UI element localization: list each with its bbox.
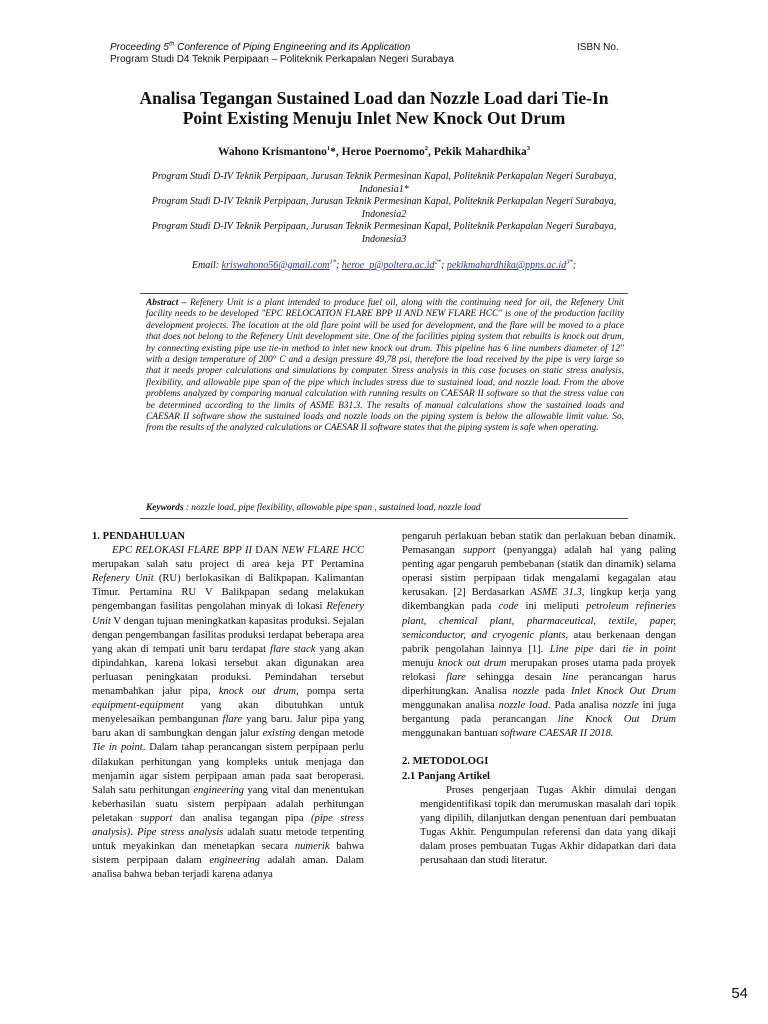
text-run: pengaruh perlakuan beban statik dan perlakuan beban dinamik. Pemasangan <box>402 531 676 557</box>
text-run: bahwa sistem perpipaan dalam <box>92 841 364 867</box>
text-run: adalah aman. Dalam analisa bahwa beban terjadi karena adanya <box>92 855 365 881</box>
text-run: adalah suatu metode terpenting untuk meyakinkan dan menetapkan secara <box>92 826 365 853</box>
text-run: existing <box>262 728 296 740</box>
text-run: numerik <box>294 841 330 853</box>
affiliations <box>100 171 668 246</box>
method-paragraph: Proses pengerjaan Tugas Akhir dimulai dengan mengidentifikasi topik dan merumuskan masalah dari topik yang dipilih, dilanjutkan dengan penentuan dari pembuatan Tugas Akhir. Pengumpulan referensi dan data yang dikaji dalam proses pembuatan Tugas Akhir didapatkan dari data perusahaan dan studi literatur. <box>420 784 676 867</box>
text-run: code <box>498 601 519 613</box>
keywords-text: : nozzle load, pipe flexibility, allowable pipe span , sustained load, nozzle load <box>183 503 481 513</box>
abstract-top-rule <box>140 293 628 294</box>
text-run: ASME 31.3 <box>530 587 582 599</box>
isbn-label: ISBN No. <box>577 42 619 53</box>
text-run: flare stack <box>270 643 316 655</box>
author-list <box>60 146 688 158</box>
text-run: pada <box>539 686 571 698</box>
text-run: merupakan proses utama pada proyek relokasi <box>402 657 676 683</box>
text-run: yang akan dipindahkan, karena lokasi tersebut akan digunakan area perluasan peningkatan produksi. Pemindahan tersebut menambahkan jalur pipa, <box>92 643 365 698</box>
section-heading-1: 1. PENDAHULUAN <box>92 531 185 542</box>
text-run: Refenery Unit <box>92 601 364 627</box>
email-sep: ; <box>335 260 342 271</box>
text-run: ini juga bergantung pada perancangan <box>402 700 676 726</box>
text-run: sehingga desain <box>465 671 563 683</box>
paper-title-line-2: Point Existing Menuju Inlet New Knock Out Drum <box>182 108 566 128</box>
author-1: Wahono Krismantono <box>217 146 327 158</box>
email-end: ; <box>572 260 577 271</box>
text-run: tie in point <box>622 643 677 655</box>
email-link-2[interactable]: heroe_p@poltera.ac.id <box>341 260 435 271</box>
text-run: ini meliputi <box>518 601 587 613</box>
text-run: engineering <box>209 855 260 867</box>
abstract-text: Refenery Unit is a plant intended to produce fuel oil, along with the continuing need for oil, the Refenery Unit facility needs to be developed "EPC RELOCATION FLARE BPP II AND NEW FLARE HCC" is one of the production facility development projects. The location at the old flare point will be used for development, and the flare will be moved to a place that does not belong to the Refenery Unit development site. One of the facilities piping system that rebuilts is knock out drum, by connecting existing pipe use tie-in method to inlet new knock out drum. This pipeline has 6 line numbers diameter of 12" with a design temperature of 200° C and a design pressure 49,78 psi, therefore the load received by the pipe is very large so that it needs proper calculations and simulations by computer. Stress analysis in this case focuses on static stress analysis, flexibility, and allowable pipe span of the pipe which includes stress due to sustained load, and nozzle load. From the above problems analyzed by comparing manual calculation with running results on CAESAR II software so that the stress value can be determined according to the limits of ASME B31.3. The results of manual calculations show the sustained loads and CAESAR II software show the sustained loads and nozzle loads on the piping system is below the allowable limit value. So, from the results of the analyzed calculations or CAESAR II software states that the piping system is safe when operating. <box>146 298 624 434</box>
text-run: support <box>462 545 496 557</box>
text-run: yang akan dibutuhkan untuk menyelesaikan pembangunan <box>92 700 364 726</box>
text-run: software CAESAR II 2018. <box>500 728 614 740</box>
email-link-3[interactable]: pekikmahardhika@ppns.ac.id <box>446 260 567 271</box>
abstract-label: Abstract – <box>146 298 187 308</box>
author-2-sup: 2 <box>424 145 429 153</box>
text-run: nozzle load <box>498 700 548 712</box>
page-number: 54 <box>731 985 748 1002</box>
text-run: dan analisa tegangan pipa <box>172 812 311 824</box>
affiliation-line: Indonesia3 <box>361 233 407 245</box>
affiliation-line: Indonesia1* <box>359 183 409 195</box>
left-column <box>92 530 364 882</box>
text-run: Refenery Unit <box>92 573 154 585</box>
author-3: Pekik Mahardhika <box>433 146 527 158</box>
text-run: engineering <box>193 784 244 796</box>
email-2-sup: 2* <box>434 258 441 266</box>
text-run: perancangan harus diperhitungkan. Analisa <box>402 671 677 698</box>
text-run: EPC RELOKASI FLARE BPP II <box>112 545 253 557</box>
keywords-label: Keywords <box>146 503 184 513</box>
email-1-sup: 1* <box>329 258 336 266</box>
email-line <box>100 260 668 271</box>
affiliation-line: Program Studi D-IV Teknik Perpipaan, Jurusan Teknik Permesinan Kapal, Politeknik Perkapalan Negeri Surabaya, <box>151 221 617 232</box>
abstract <box>146 298 624 435</box>
email-link-1[interactable]: kriswahono56@gmail.com <box>221 260 330 271</box>
text-run: merupakan salah satu project di area keja PT Pertamina <box>92 559 364 571</box>
text-run: line <box>562 671 579 683</box>
email-sep: ; <box>441 260 447 271</box>
text-run: . Pada analisa <box>547 700 613 712</box>
proceeding-suffix: Conference of Piping Engineering and its Application <box>174 42 411 53</box>
text-run: . Dalam tahap perancangan sistem perpipaan perlu dilakukan perhitungan yang kompleks untuk menjaga dan menjamin agar sistem perpipaan aman pada saat beroperasi. Salah satu perhitungan <box>92 742 364 796</box>
affiliation-line: Indonesia2 <box>361 208 407 220</box>
keywords-bottom-rule <box>140 518 628 519</box>
text-run: Line pipe <box>549 643 594 655</box>
text-run: line Knock Out Drum <box>557 714 676 726</box>
section-heading-2: 2. METODOLOGI <box>402 756 489 768</box>
proceeding-sup: th <box>168 40 175 48</box>
intro-paragraph <box>92 544 364 882</box>
text-run: yang baru. Jalur pipa yang baru akan di sambungkan dengan jalur <box>92 714 365 740</box>
text-run: support <box>140 812 173 824</box>
author-1-mark: *, <box>330 146 342 158</box>
subsection-heading-2-1: 2.1 Panjang Artikel <box>402 770 490 782</box>
right-paragraph <box>402 530 676 741</box>
text-run: nozzle <box>612 700 639 712</box>
text-run: (penyangga) adalah hal yang paling penting agar pengaruh pembebanan (statik dan dinamik) selama operasi sistim perpipaan tidak mengalami kegagalan atau kerusakan. [2] Berdasarkan <box>402 545 676 599</box>
proceeding-prefix: Proceeding 5 <box>110 42 169 53</box>
text-run: knock out drum <box>218 686 296 698</box>
text-run: , atau berkenaan dengan pabrik pengolahan lainnya [1]. <box>402 629 676 655</box>
text-run: yang vital dan menentukan keberhasilan suatu sistem perpipaan adalah perhitungan peletakan <box>92 784 364 824</box>
text-run: menggunakan analisa <box>402 700 499 712</box>
author-1-sup: 1 <box>326 145 331 153</box>
text-run: Tie in point <box>92 742 143 754</box>
text-run: V dengan tujuan meningkatkan kapasitas produksi. Sejalan dengan pengembangan fasilitas produksi terdapat beberapa area yang akan di tempati unit baru terdapat <box>92 615 364 655</box>
text-run: (RU) berlokasikan di Balikpapan. Kalimantan Timur. Pertamina RU V Balikpapan sedang melakukan pengembangan fasilitas pengolahan minyak di lokasi <box>92 573 364 613</box>
text-run: Inlet Knock Out Drum <box>570 686 677 698</box>
author-sep: , <box>428 146 434 158</box>
text-run: DAN <box>252 545 282 557</box>
text-run: (pipe stress analysis) <box>92 812 364 838</box>
text-run: dengan metode <box>295 728 364 740</box>
text-run: Pipe stress analysis <box>137 826 224 838</box>
text-run: equipment-equipment <box>92 700 184 712</box>
author-2: Heroe Poernomo <box>341 146 425 158</box>
right-column <box>402 530 676 868</box>
email-label: Email: <box>191 260 222 271</box>
affiliation-line: Program Studi D-IV Teknik Perpipaan, Jurusan Teknik Permesinan Kapal, Politeknik Perkapalan Negeri Surabaya, <box>151 196 617 207</box>
keywords <box>146 503 624 513</box>
text-run: knock out drum <box>437 657 507 669</box>
text-run: menggunakan bantuan <box>402 728 501 740</box>
text-run: , lingkup kerja yang dikembangkan pada <box>402 587 676 613</box>
text-run: flare <box>222 714 243 726</box>
text-run: flare <box>446 671 466 683</box>
affiliation-line: Program Studi D-IV Teknik Perpipaan, Jurusan Teknik Permesinan Kapal, Politeknik Perkapalan Negeri Surabaya, <box>151 171 617 182</box>
text-run: menuju <box>402 657 438 669</box>
paper-title-line-1: Analisa Tegangan Sustained Load dan Nozzle Load dari Tie-In <box>139 88 609 108</box>
text-run: nozzle <box>512 686 540 698</box>
email-3-sup: 3* <box>566 258 573 266</box>
text-run: dari <box>593 643 623 655</box>
text-run: NEW FLARE HCC <box>281 545 365 557</box>
text-run: petroleum refineries plant, chemical plant, pharmaceutical, textile, paper, semiconductor, and cryogenic plants <box>402 601 676 641</box>
author-3-sup: 3 <box>526 145 531 153</box>
text-run: . <box>130 826 138 838</box>
program-header: Program Studi D4 Teknik Perpipaan – Politeknik Perkapalan Negeri Surabaya <box>110 54 454 65</box>
text-run: , pompa serta <box>295 686 364 698</box>
proceeding-header <box>110 42 410 54</box>
